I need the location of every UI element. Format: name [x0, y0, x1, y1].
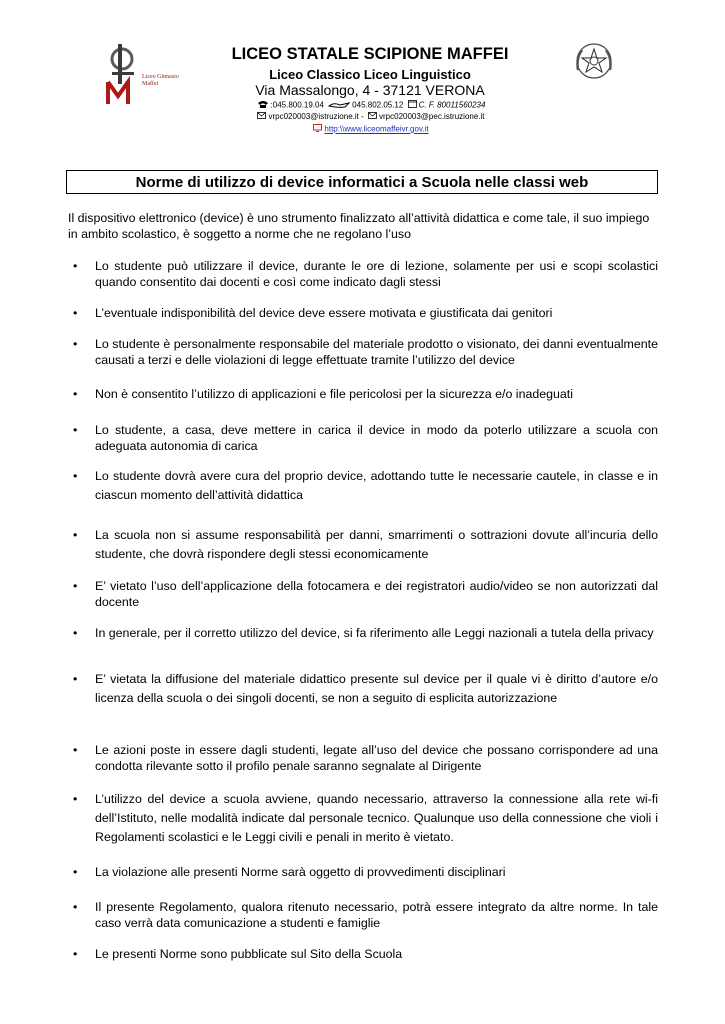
rule-item — [73, 578, 658, 610]
bullet: • — [73, 626, 78, 640]
rule-text: Lo studente, a casa, deve mettere in carica il device in modo da poterlo utilizzare a scuola con adeguata autonomia di carica — [95, 423, 658, 453]
rule-text: L’eventuale indisponibilità del device deve essere motivata e giustificata dai genitori — [95, 306, 553, 320]
contact-mail-line — [200, 112, 540, 122]
rule-item — [73, 864, 658, 880]
bullet: • — [73, 900, 78, 914]
bullet: • — [73, 672, 78, 686]
rule-text: Lo studente è personalmente responsabile del materiale prodotto o visionato, dei danni eventualmente causati a terzi e delle violazioni di legge effettuate tramite l’utilizzo del device — [95, 337, 658, 367]
rule-item — [73, 790, 658, 847]
rule-item — [73, 467, 658, 505]
rule-text: Le azioni poste in essere dagli studenti, legate all’uso del device che possano corrispondere ad una condotta rilevante sotto il profilo penale saranno segnalate al Dirigente — [95, 743, 658, 773]
rule-item — [73, 386, 658, 402]
bullet: • — [73, 743, 78, 757]
rule-item — [73, 742, 658, 774]
bullet: • — [73, 337, 78, 351]
bullet: • — [73, 469, 78, 483]
rule-text: In generale, per il corretto utilizzo del device, si fa riferimento alle Leggi nazionali a tutela della privacy — [95, 626, 654, 640]
bullet: • — [73, 259, 78, 273]
bullet: • — [73, 865, 78, 879]
rule-text: Lo studente può utilizzare il device, durante le ore di lezione, solamente per usi e scopi scolastici quando consentito dai docenti e così come indicato dagli stessi — [95, 259, 658, 289]
mail-icon — [368, 112, 377, 122]
school-subtitle: Liceo Classico Liceo Linguistico — [269, 67, 471, 82]
rule-text: Le presenti Norme sono pubblicate sul Sito della Scuola — [95, 947, 403, 961]
rule-item — [73, 305, 658, 321]
bullet: • — [73, 579, 78, 593]
phone-number: :045.800.19.04 — [270, 100, 324, 110]
mail-icon — [257, 112, 266, 122]
rule-item — [73, 625, 658, 641]
fiscal-code: C. F. 80011560234 — [418, 100, 486, 110]
rule-text: L’utilizzo del device a scuola avviene, quando necessario, attraverso la connessione alla rete wi-fi dell’Istituto, nelle modalità indicate dal personale tecnico. Qualunque uso della connessione che violi i Regolamenti scolastici e le Leggi civili e penali in merito è vietato. — [95, 792, 658, 844]
monitor-icon — [313, 124, 322, 135]
rule-text: La violazione alle presenti Norme sarà oggetto di provvedimenti disciplinari — [95, 865, 506, 879]
bullet: • — [73, 423, 78, 437]
pec-address[interactable]: vrpc020003@pec.istruzione.it — [379, 112, 485, 122]
contact-web-line — [200, 124, 540, 135]
bullet: • — [73, 306, 78, 320]
fax-icon — [328, 101, 350, 111]
document-title: Norme di utilizzo di device informatici a Scuola nelle classi web — [66, 170, 658, 194]
rule-text: La scuola non si assume responsabilità per danni, smarrimenti o sottrazioni dovute all’incuria dello studente, che dovrà rispondere degli stessi economicamente — [95, 528, 658, 561]
school-address: Via Massalongo, 4 - 37121 VERONA — [255, 82, 485, 98]
document-icon — [408, 100, 417, 111]
emblem-icon — [572, 40, 616, 82]
rule-item — [73, 336, 658, 368]
website-link[interactable]: http:\\www.liceomaffeivr.gov.it — [324, 124, 429, 134]
rule-item — [73, 422, 658, 454]
bullet: • — [73, 387, 78, 401]
rule-item — [73, 946, 658, 962]
rule-item — [73, 258, 658, 290]
school-logo — [98, 42, 188, 108]
bullet: • — [73, 792, 78, 806]
contact-phone-line — [200, 100, 540, 111]
republic-emblem — [572, 40, 616, 82]
rule-text: Non è consentito l’utilizzo di applicazioni e file pericolosi per la sicurezza e/o inadeguati — [95, 387, 573, 401]
school-name: LICEO STATALE SCIPIONE MAFFEI — [231, 45, 509, 63]
rule-text: E’ vietato l’uso dell’applicazione della fotocamera e dei registratori audio/video se non autorizzati dal docente — [95, 579, 658, 609]
bullet: • — [73, 947, 78, 961]
rule-text: Lo studente dovrà avere cura del proprio device, adottando tutte le necessarie cautele, in classe e in ciascun momento dell’attività didattica — [95, 469, 658, 502]
phone-icon — [257, 100, 269, 111]
logo-caption: Liceo Ginnasio Maffei — [142, 74, 179, 87]
intro-paragraph: Il dispositivo elettronico (device) è uno strumento finalizzato all’attività didattica e come tale, il suo impiego in ambito scolastico, è soggetto a norme che ne regolano l’uso — [68, 211, 650, 241]
bullet: • — [73, 528, 78, 542]
rule-text: Il presente Regolamento, qualora ritenuto necessario, potrà essere integrato da altre norme. In tale caso verrà data comunicazione a studenti e famiglie — [95, 900, 658, 930]
rule-item — [73, 899, 658, 931]
rule-text: E’ vietata la diffusione del materiale didattico presente sul device per il quale vi è diritto d’autore e/o licenza della scuola o dei singoli docenti, se non a seguito di esplicita autorizzazione — [95, 672, 658, 705]
fax-number: 045.802.05.12 — [352, 100, 404, 110]
rule-item — [73, 670, 658, 708]
rule-item — [73, 526, 658, 564]
email-address[interactable]: vrpc020003@istruzione.it - — [268, 112, 364, 122]
